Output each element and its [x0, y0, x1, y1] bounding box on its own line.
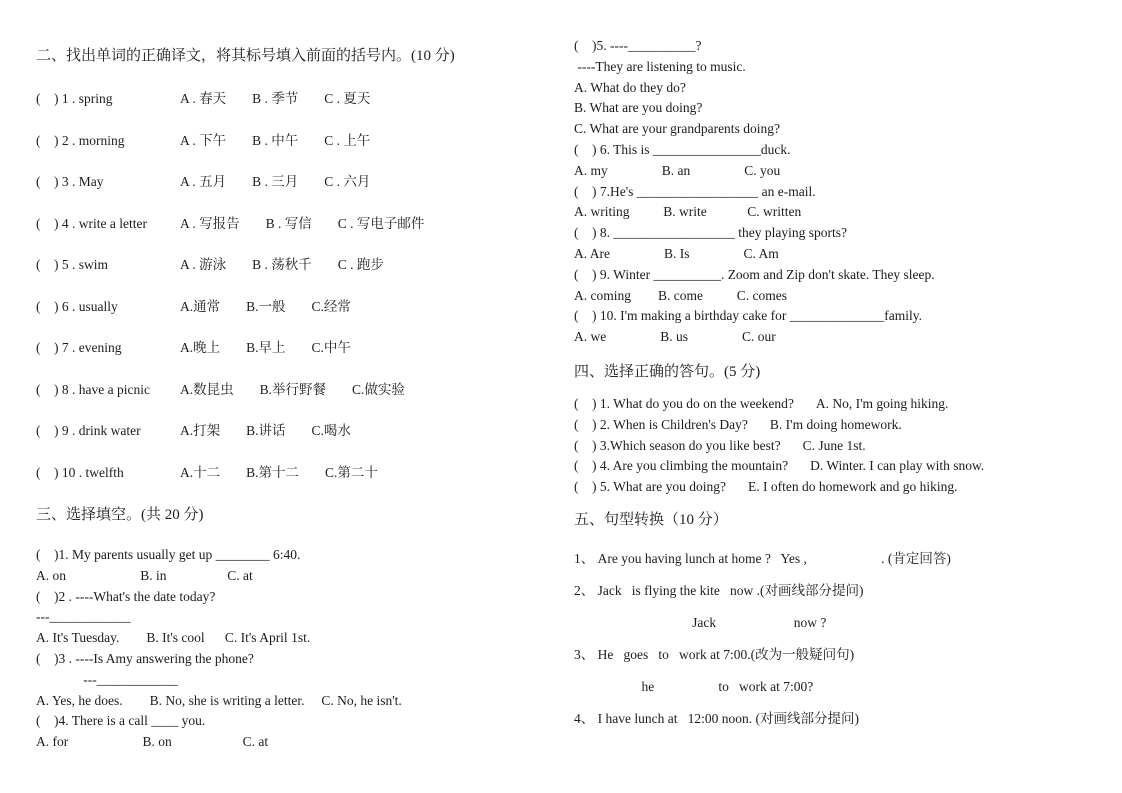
options-line: A. for B. on C. at [36, 734, 269, 750]
vocab-item-10 [36, 464, 551, 482]
section3-lines [36, 545, 551, 753]
match-question: ( ) 4. Are you climbing the mountain? [574, 458, 789, 474]
vocab-stem: ( ) 4 . write a letter [36, 215, 147, 231]
vocab-option-b: B . 三月 [252, 174, 299, 189]
match-item-3 [574, 436, 1104, 457]
question-line: ( )5. ----__________? [574, 38, 702, 53]
vocab-option-b: B . 荡秋千 [252, 257, 312, 272]
question-line: ( )1. My parents usually get up ________ 6:40. [36, 547, 301, 562]
match-answer: E. I often do homework and go hiking. [747, 479, 958, 495]
match-question: ( ) 2. When is Children's Day? [574, 416, 748, 432]
question-line: ( ) 7.He's __________________ an e-mail. [574, 183, 816, 199]
options-line: A. Are B. Is C. Am [574, 245, 779, 261]
match-answer: B. I'm doing homework. [769, 416, 902, 432]
vocab-option-a: A.打架 [180, 423, 221, 438]
match-item-1 [574, 394, 1104, 415]
vocab-option-c: C . 夏天 [324, 91, 371, 106]
vocab-stem: ( ) 6 . usually [36, 298, 118, 314]
match-answer: C. June 1st. [802, 437, 866, 453]
vocab-option-c: C.喝水 [311, 423, 351, 438]
vocab-option-b: B.早上 [246, 340, 286, 355]
vocab-option-a: A.十二 [180, 464, 221, 480]
match-answer: D. Winter. I can play with snow. [810, 458, 985, 474]
vocab-item-6 [36, 298, 551, 316]
options-line: A. coming B. come C. comes [574, 287, 787, 303]
options-line: A. It's Tuesday. B. It's cool C. It's April 1st. [36, 630, 311, 646]
vocab-option-c: C.中午 [311, 340, 351, 355]
vocab-option-a: A.通常 [180, 298, 221, 314]
match-item-4 [574, 456, 1104, 477]
match-question: ( ) 3.Which season do you like best? [574, 437, 781, 453]
question-line: ( )4. There is a call ____ you. [36, 713, 206, 729]
question-line: ( )2 . ----What's the date today? [36, 588, 216, 604]
vocab-option-a: A . 写报告 [180, 215, 240, 231]
vocab-item-8 [36, 381, 551, 399]
vocab-item-7 [36, 339, 551, 357]
section3-heading: 三、选择填空。(共 20 分) [36, 507, 204, 523]
vocab-option-b: B.讲话 [246, 423, 286, 438]
left-column [36, 46, 551, 753]
options-line: A. Yes, he does. B. No, she is writing a letter. C. No, he isn't. [36, 692, 402, 708]
match-question: ( ) 5. What are you doing? [574, 479, 726, 495]
vocab-item-2 [36, 132, 551, 150]
question-line: ( ) 6. This is ________________duck. [574, 141, 791, 157]
vocab-option-c: C.第二十 [325, 464, 378, 480]
options-line: A. we B. us C. our [574, 329, 776, 345]
vocab-option-c: C . 跑步 [337, 257, 384, 272]
match-question: ( ) 1. What do you do on the weekend? [574, 395, 794, 411]
vocab-option-a: A . 五月 [180, 174, 227, 189]
vocab-stem: ( ) 9 . drink water [36, 423, 141, 438]
vocab-option-b: B . 中午 [252, 132, 299, 148]
vocab-option-a: A . 春天 [180, 91, 227, 106]
vocab-option-a: A.晚上 [180, 340, 221, 355]
vocab-option-c: C.做实验 [352, 381, 405, 397]
section5-lines [574, 548, 1104, 729]
transform-question-2: 2、 Jack is flying the kite now .(对画线部分提问) [574, 582, 864, 598]
vocab-option-c: C . 六月 [324, 174, 371, 189]
transform-question-3: 3、 He goes to work at 7:00.(改为一般疑问句) [574, 646, 855, 662]
transform-answer-3: he to work at 7:00? [574, 678, 814, 694]
options-line: A. What do they do? [574, 79, 686, 95]
options-line: C. What are your grandparents doing? [574, 121, 780, 137]
section4-heading: 四、选择正确的答句。(5 分) [574, 363, 761, 380]
vocab-option-b: B.第十二 [246, 464, 300, 480]
section5-heading: 五、句型转换（10 分） [574, 511, 728, 528]
question-line: ( ) 8. __________________ they playing sports? [574, 225, 847, 241]
answer-line: ----They are listening to music. [574, 58, 746, 74]
vocab-item-4 [36, 215, 551, 233]
question-line: ( ) 9. Winter __________. Zoom and Zip don't skate. They sleep. [574, 266, 935, 282]
vocab-stem: ( ) 1 . spring [36, 91, 113, 106]
vocab-option-b: B . 季节 [252, 91, 299, 106]
vocab-item-9 [36, 422, 551, 440]
section4-items [574, 394, 1104, 498]
section2-heading: 二、找出单词的正确译文，将其标号填入前面的括号内。(10 分) [36, 48, 455, 64]
right-column [574, 36, 1104, 740]
options-line: A. on B. in C. at [36, 567, 253, 583]
vocab-stem: ( ) 7 . evening [36, 340, 122, 355]
vocab-option-b: B.一般 [246, 298, 286, 314]
answer-blank-line: ---____________ [36, 671, 178, 687]
match-item-2 [574, 415, 1104, 436]
options-line: A. my B. an C. you [574, 162, 781, 178]
vocab-stem: ( ) 10 . twelfth [36, 464, 124, 480]
vocab-option-c: C . 写电子邮件 [337, 215, 425, 231]
vocab-stem: ( ) 8 . have a picnic [36, 381, 150, 397]
transform-answer-2: Jack now ? [574, 614, 827, 630]
vocab-stem: ( ) 3 . May [36, 174, 104, 189]
vocab-stem: ( ) 2 . morning [36, 132, 125, 148]
vocab-option-c: C.经常 [311, 298, 351, 314]
vocab-option-a: A . 游泳 [180, 257, 227, 272]
section3-continued-lines [574, 36, 1104, 348]
match-answer: A. No, I'm going hiking. [815, 395, 949, 411]
answer-blank-line: ---____________ [36, 609, 131, 625]
vocab-item-1 [36, 90, 551, 108]
vocab-option-b: B.举行野餐 [259, 381, 327, 397]
vocab-item-5 [36, 256, 551, 274]
options-line: B. What are you doing? [574, 100, 703, 116]
match-item-5 [574, 477, 1104, 498]
vocab-option-c: C . 上午 [324, 132, 371, 148]
section2-items [36, 90, 551, 482]
vocab-option-a: A . 下午 [180, 132, 227, 148]
vocab-option-a: A.数昆虫 [180, 381, 234, 397]
question-line: ( )3 . ----Is Amy answering the phone? [36, 650, 254, 666]
vocab-option-b: B . 写信 [265, 215, 312, 231]
transform-question-4: 4、 I have lunch at 12:00 noon. (对画线部分提问) [574, 710, 859, 726]
vocab-item-3 [36, 173, 551, 191]
transform-question-1: 1、 Are you having lunch at home ? Yes , . (肯定回答) [574, 550, 951, 566]
vocab-stem: ( ) 5 . swim [36, 257, 108, 272]
options-line: A. writing B. write C. written [574, 204, 802, 220]
question-line: ( ) 10. I'm making a birthday cake for ______________family. [574, 308, 922, 324]
